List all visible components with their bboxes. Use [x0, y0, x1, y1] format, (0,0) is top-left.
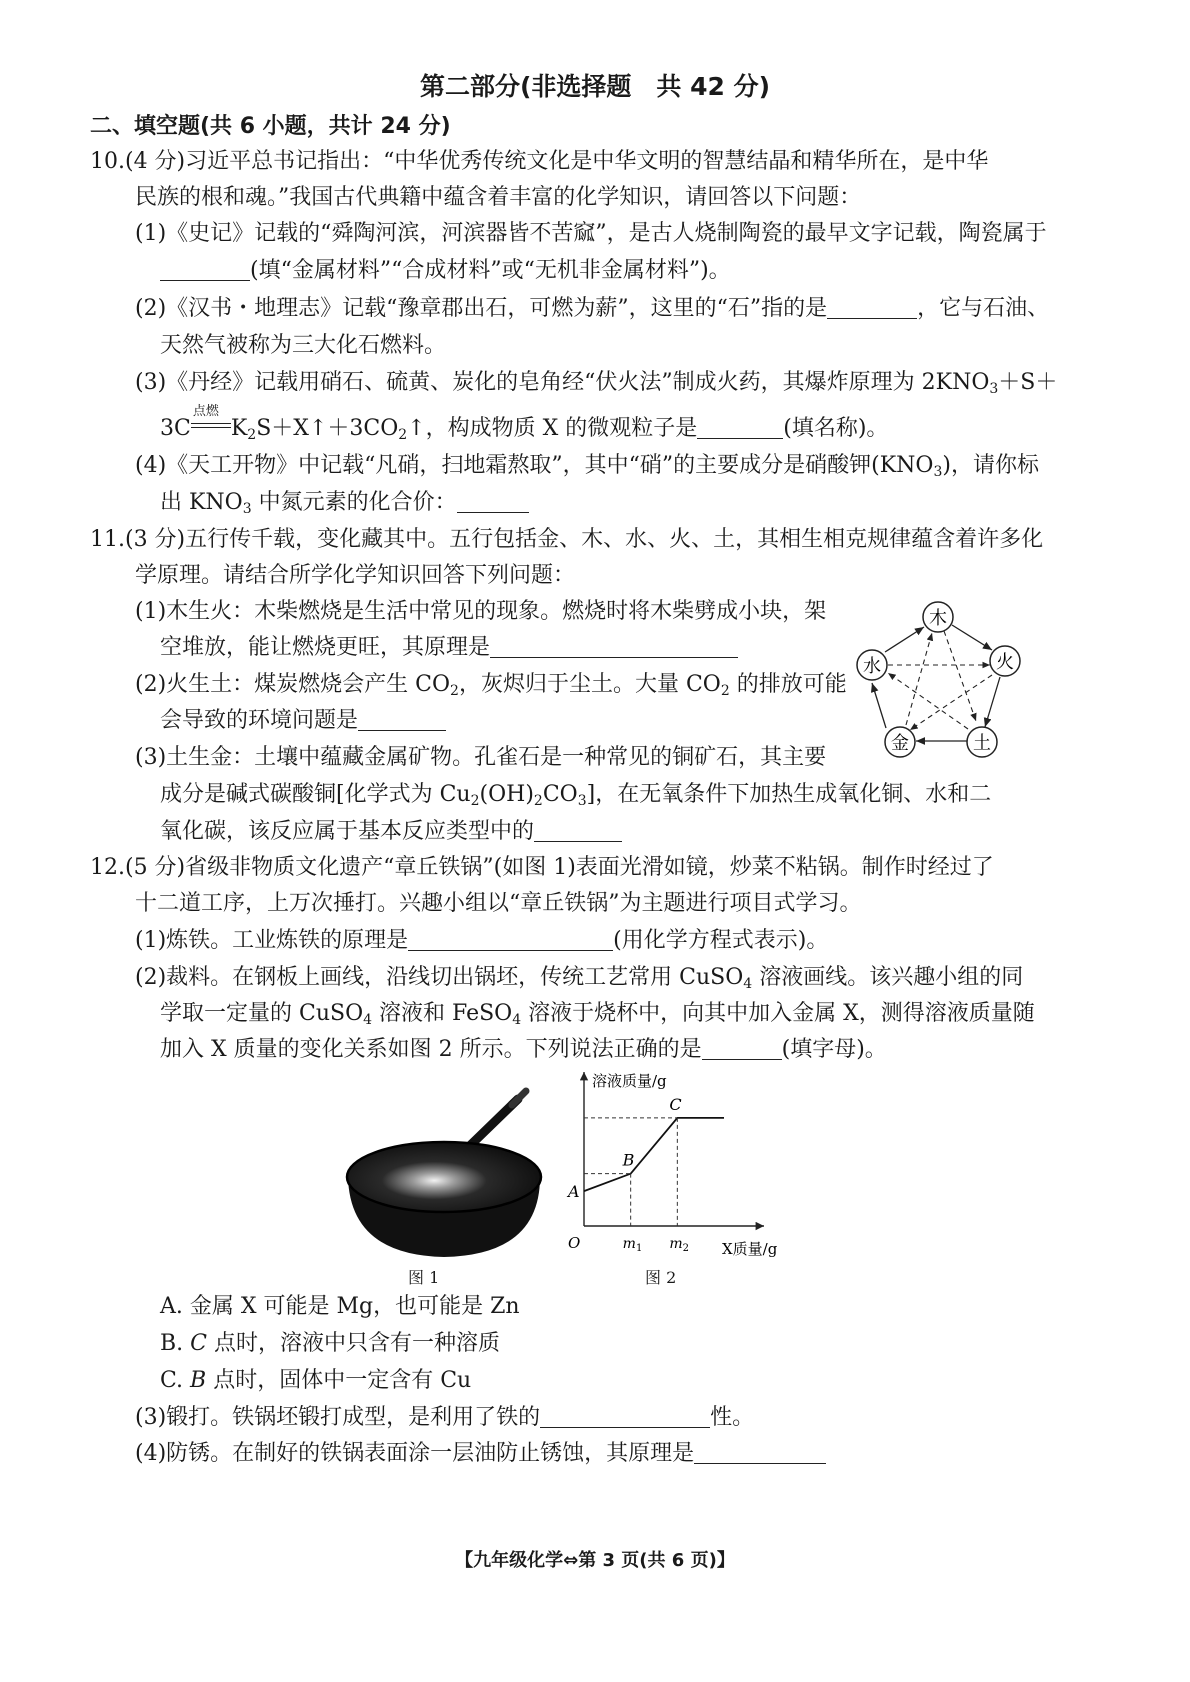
q11-part3-line1: (3)土生金：土壤中蕴藏金属矿物。孔雀石是一种常见的铜矿石，其主要: [135, 745, 827, 770]
q12-part2-line2: 学取一定量的 CuSO$_4$ 溶液和 FeSO$_4$ 溶液于烧杯中，向其中加入金属 X，测得溶液质量随: [160, 1001, 1035, 1028]
node-fire: [990, 646, 1020, 676]
q11-part2-line1: (2)火生土：煤炭燃烧会产生 $CO_2$，灰烬归于尘土。大量 $CO_2$ 的排放可能: [135, 672, 847, 699]
page-footer: 【九年级化学⇔第 3 页(共 6 页)】: [455, 1550, 735, 1571]
svg-text:水: 水: [863, 656, 881, 677]
wok-figure: [340, 1085, 550, 1265]
q10-intro-line2: 民族的根和魂。”我国古代典籍中蕴含着丰富的化学知识，请回答以下问题：: [135, 185, 862, 210]
q11-part3-line2: 成分是碱式碳酸铜[化学式为 $Cu_2(OH)_2CO_3$]，在无氧条件下加热生成氧化铜、水和二: [160, 782, 992, 809]
q12-answer-blank-1[interactable]: [408, 928, 613, 951]
svg-text:木: 木: [929, 608, 947, 629]
q11-part1-line1: (1)木生火：木柴燃烧是生活中常见的现象。燃烧时将木柴劈成小块，架: [135, 599, 827, 624]
q10-answer-blank-1[interactable]: [160, 258, 250, 281]
figure1-caption: 图 1: [408, 1268, 440, 1287]
node-earth: [967, 727, 997, 757]
option-b: B. C 点时，溶液中只含有一种溶质: [160, 1331, 500, 1356]
five-elements-diagram: [850, 595, 1050, 775]
q11-answer-blank-1[interactable]: [490, 635, 738, 658]
arrow-fire-to-earth: [985, 677, 1000, 727]
arrow-wood-to-fire: [952, 625, 992, 650]
q10-answer-blank-3[interactable]: [697, 416, 783, 439]
q11-answer-blank-2[interactable]: [358, 708, 446, 731]
arrow-water-to-wood: [885, 627, 924, 652]
arrow-wood-to-earth: [944, 631, 976, 721]
option-a: A. 金属 X 可能是 Mg，也可能是 Zn: [160, 1294, 520, 1319]
x-tick-m1: $m_1$: [622, 1236, 643, 1254]
series-line: [584, 1118, 724, 1191]
option-c: C. B 点时，固体中一定含有 Cu: [160, 1368, 472, 1393]
arrow-metal-to-wood: [906, 633, 932, 725]
svg-text:土: 土: [973, 733, 991, 754]
q10-part2-line1: (2)《汉书・地理志》记载“豫章郡出石，可燃为薪”，这里的“石”指的是 ，它与石油、: [135, 296, 1050, 321]
page-title: 第二部分(非选择题 共 42 分): [419, 72, 771, 101]
q12-answer-blank-2[interactable]: [702, 1037, 782, 1060]
node-metal: [885, 727, 915, 757]
solution-mass-chart: [560, 1068, 780, 1264]
q12-part3: (3)锻打。铁锅坯锻打成型，是利用了铁的 性。: [135, 1405, 755, 1430]
q12-intro-line2: 十二道工序，上万次捶打。兴趣小组以“章丘铁锅”为主题进行项目式学习。: [135, 891, 862, 916]
q11-part2-line2: 会导致的环境问题是: [160, 706, 446, 736]
q11-part1-line2: 空堆放，能让燃烧更旺，其原理是: [160, 633, 738, 663]
q12-part1: (1)炼铁。工业炼铁的原理是 (用化学方程式表示)。: [135, 928, 829, 953]
q10-part3-line1: (3)《丹经》记载用硝石、硫黄、炭化的皂角经“伏火法”制成火药，其爆炸原理为 $2KNO_3+S+$: [135, 370, 1058, 397]
q10-part2-line2: 天然气被称为三大化石燃料。: [160, 333, 447, 358]
point-label-B: B: [622, 1150, 635, 1170]
node-wood: [923, 602, 953, 632]
point-label-A: A: [568, 1182, 580, 1202]
svg-text:金: 金: [891, 733, 909, 754]
q10-part1-line1: (1)《史记》记载的“舜陶河滨，河滨器皆不苦窳”，是古人烧制陶瓷的最早文字记载，陶瓷属于: [135, 221, 1047, 246]
q12-answer-blank-3[interactable]: [540, 1405, 710, 1428]
arrow-fire-to-metal: [910, 675, 992, 730]
q11-intro-line2: 学原理。请结合所学化学知识回答下列问题：: [135, 563, 576, 588]
q10-part3-line2: 3C 点燃 $K_2S+X↑+3CO_2↑$，构成物质 X 的微观粒子是 (填名称)。: [160, 404, 889, 443]
q12-part2-line3: 加入 X 质量的变化关系如图 2 所示。下列说法正确的是 (填字母)。: [160, 1037, 887, 1062]
q11-answer-blank-3[interactable]: [534, 819, 622, 842]
origin-label: O: [568, 1234, 581, 1252]
arrow-metal-to-water: [872, 683, 886, 728]
figure2-caption: 图 2: [645, 1268, 677, 1287]
q10-part1-line2: (填“金属材料”“合成材料”或“无机非金属材料”)。: [160, 256, 731, 286]
y-axis-label: 溶液质量/g: [592, 1072, 667, 1090]
q12-part2-line1: (2)裁料。在钢板上画线，沿线切出锅坯，传统工艺常用 CuSO$_4$ 溶液画线。该兴趣小组的同: [135, 965, 1024, 992]
x-axis-label: X质量/g: [722, 1240, 778, 1258]
q10-part4-line1: (4)《天工开物》中记载“凡硝，扫地霜熬取”，其中“硝”的主要成分是硝酸钾$(KNO_3)$，请你标: [135, 453, 1039, 480]
section-heading: 二、填空题(共 6 小题，共计 24 分): [90, 114, 451, 139]
q11-part3-line3: 氧化碳，该反应属于基本反应类型中的: [160, 817, 622, 847]
q12-part4: (4)防锈。在制好的铁锅表面涂一层油防止锈蚀，其原理是: [135, 1439, 826, 1469]
q10-intro-line1: 10.(4 分)习近平总书记指出：“中华优秀传统文化是中华文明的智慧结晶和精华所在，是中华: [90, 149, 989, 174]
svg-text:火: 火: [996, 652, 1014, 673]
q10-answer-blank-2[interactable]: [827, 296, 917, 319]
q11-intro-line1: 11.(3 分)五行传千载，变化藏其中。五行包括金、木、水、火、土，其相生相克规律蕴含着许多化: [90, 527, 1044, 552]
x-tick-m2: $m_2$: [669, 1236, 689, 1254]
reaction-condition-arrow: 点燃: [191, 415, 231, 437]
q12-answer-blank-4[interactable]: [694, 1441, 826, 1464]
q10-part4-line2: 出 $KNO_3$ 中氮元素的化合价：: [160, 488, 529, 524]
node-water: [857, 650, 887, 680]
point-label-C: C: [669, 1094, 682, 1114]
arrow-earth-to-water: [888, 673, 968, 729]
q12-intro-line1: 12.(5 分)省级非物质文化遗产“章丘铁锅”(如图 1)表面光滑如镜，炒菜不粘锅。制作时经过了: [90, 855, 994, 880]
q10-answer-blank-4[interactable]: [457, 490, 529, 513]
